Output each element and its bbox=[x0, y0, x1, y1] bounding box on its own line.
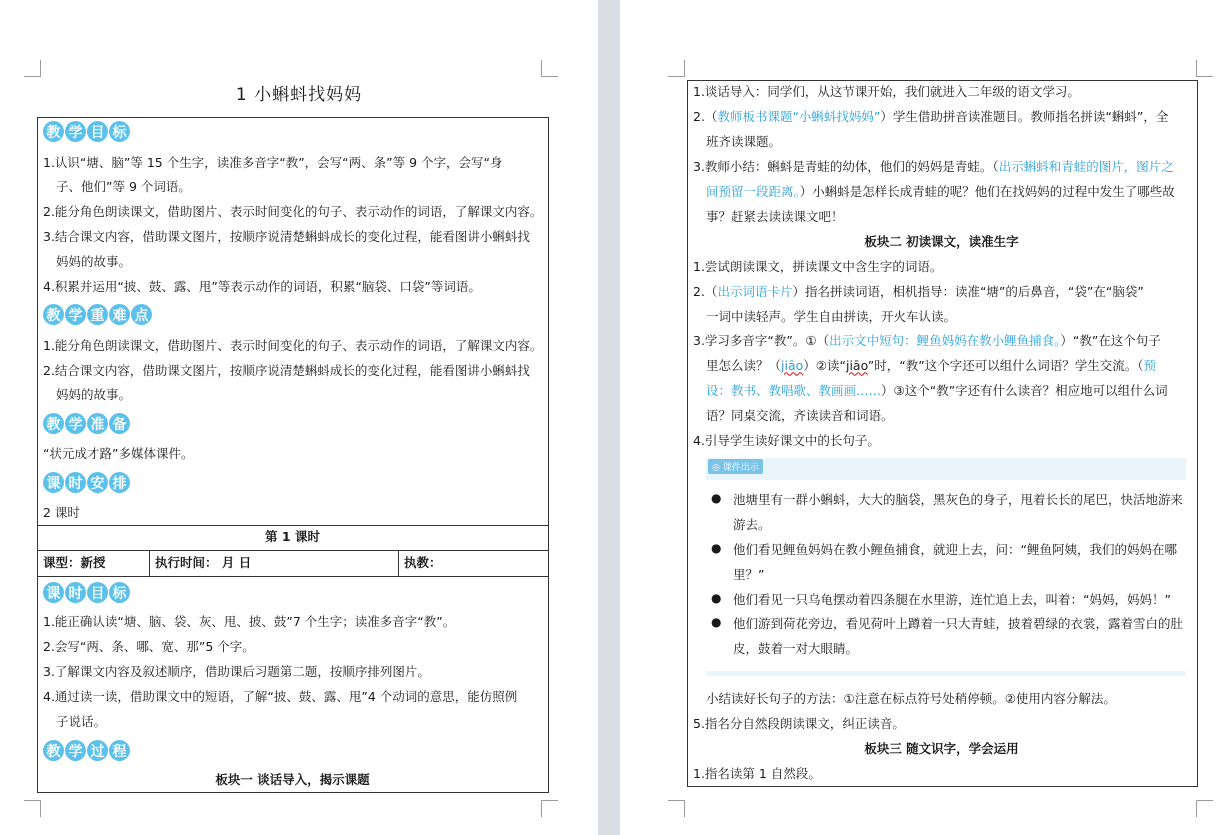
key-point-line: 2.结合课文内容，借助课文图片，按顺序说清楚蝌蚪成长的变化过程，能看图讲小蝌蚪找 bbox=[43, 363, 530, 378]
bullet-text: 里？” bbox=[733, 567, 765, 582]
goal-line: 1.认识“塘、脑”等 15 个生字，读准多音字“教”，会写“两、条”等 9 个字，会写“身 bbox=[43, 155, 503, 170]
section-badge-lesson-goals: 课 时 目 标 bbox=[43, 582, 130, 603]
process-line: 1.指名读第 1 自然段。 bbox=[693, 766, 821, 781]
process-line: 语？同桌交流，齐读读音和词语。 bbox=[706, 408, 894, 423]
process-line: 班齐读课题。 bbox=[706, 134, 782, 149]
goal-line: 妈妈的故事。 bbox=[56, 254, 132, 269]
teacher-action: 出示蝌蚪和青蛙的图片，图片之 bbox=[998, 159, 1174, 174]
section-badge-prep: 教 学 准 备 bbox=[43, 413, 130, 434]
bullet-text: 他们看见鲤鱼妈妈在教小鲤鱼捕食，就迎上去，问：“鲤鱼阿姨，我们的妈妈在哪 bbox=[733, 542, 1177, 557]
lesson-goal-line: 3.了解课文内容及叙述顺序，借助课后习题第二题，按顺序排列图片。 bbox=[43, 664, 430, 679]
bullet-text: 皮，鼓着一对大眼睛。 bbox=[733, 641, 859, 656]
goal-line: 3.结合课文内容，借助课文图片，按顺序说清楚蝌蚪成长的变化过程，能看图讲小蝌蚪找 bbox=[43, 229, 530, 244]
table-divider bbox=[37, 576, 548, 577]
document-page-left bbox=[0, 0, 598, 835]
section-badge-goals: 教 学 目 标 bbox=[43, 121, 130, 142]
bullet-text: 游去。 bbox=[733, 517, 771, 532]
pinyin: jiāo bbox=[781, 358, 804, 373]
teacher-field: 执教： bbox=[404, 555, 442, 570]
block-heading: 板块二 初读课文，读准生字 bbox=[864, 234, 1019, 249]
bullet-icon: ● bbox=[711, 541, 722, 555]
teacher-action: 出示文中短句：鲤鱼妈妈在教小鲤鱼捕食。 bbox=[829, 333, 1061, 348]
process-line: 3.学习多音字“教”。①（出示文中短句：鲤鱼妈妈在教小鲤鱼捕食。）“教”在这个句子 bbox=[693, 333, 1161, 348]
crop-mark bbox=[1196, 60, 1213, 77]
bullet-text: 他们看见一只乌龟摆动着四条腿在水里游，连忙追上去，叫着：“妈妈，妈妈！” bbox=[733, 592, 1171, 607]
process-line: 1.谈话导入：同学们，从这节课开始，我们就进入二年级的语文学习。 bbox=[693, 84, 1080, 99]
process-line: 一词中读轻声。学生自由拼读，开火车认读。 bbox=[706, 309, 957, 324]
process-line: 事？赶紧去读读课文吧！ bbox=[706, 209, 844, 224]
bullet-text: 池塘里有一群小蝌蚪，大大的脑袋，黑灰色的身子，甩着长长的尾巴，快活地游来 bbox=[733, 492, 1184, 507]
table-divider bbox=[149, 550, 150, 576]
lesson-type: 课型：新授 bbox=[43, 555, 106, 570]
page-gutter bbox=[598, 0, 620, 835]
process-line: 3.教师小结：蝌蚪是青蛙的幼体，他们的妈妈是青蛙。（出示蝌蚪和青蛙的图片，图片之 bbox=[693, 159, 1174, 174]
bullet-icon: ● bbox=[711, 615, 722, 629]
crop-mark bbox=[1196, 800, 1213, 817]
block-heading: 板块三 随文识字，学会运用 bbox=[864, 741, 1019, 756]
bullet-icon: ● bbox=[711, 491, 722, 505]
lesson-goal-line: 1.能正确认读“塘、脑、袋、灰、甩、披、鼓”7 个生字；读准多音字“教”。 bbox=[43, 614, 456, 629]
process-line: 1.尝试朗读课文，拼读课文中含生字的词语。 bbox=[693, 259, 943, 274]
key-point-line: 1.能分角色朗读课文，借助图片、表示时间变化的句子、表示动作的词语，了解课文内容。 bbox=[43, 338, 543, 353]
lesson-goal-line: 2.会写“两、条、哪、宽、那”5 个字。 bbox=[43, 639, 255, 654]
goal-line: 子、他们”等 9 个词语。 bbox=[56, 179, 191, 194]
courseware-tag: ◎ 课件出示 bbox=[708, 459, 763, 474]
courseware-header-bar bbox=[706, 458, 1186, 480]
crop-mark bbox=[668, 800, 685, 817]
schedule-text: 2 课时 bbox=[43, 505, 80, 520]
pinyin: jiāo bbox=[845, 358, 868, 373]
crop-mark bbox=[24, 800, 41, 817]
teacher-action: 间预留一段距离。 bbox=[706, 184, 800, 199]
section-badge-schedule: 课 时 安 排 bbox=[43, 472, 130, 493]
section-badge-process: 教 学 过 程 bbox=[43, 740, 130, 761]
section-badge-key-points: 教 学 重 难 点 bbox=[43, 304, 152, 325]
teacher-action: 设：教书、教唱歌、教画画…… bbox=[706, 383, 882, 398]
table-divider bbox=[37, 550, 548, 551]
process-line: 2.（出示词语卡片）指名拼读词语，相机指导：读准“塘”的后鼻音，“袋”在“脑袋” bbox=[693, 284, 1144, 299]
process-line: 间预留一段距离。）小蝌蚪是怎样长成青蛙的呢？他们在找妈妈的过程中发生了哪些故 bbox=[706, 184, 1175, 199]
document-page-right bbox=[620, 0, 1232, 835]
process-line: 4.引导学生读好课文中的长句子。 bbox=[693, 433, 880, 448]
goal-line: 4.积累并运用“披、鼓、露、甩”等表示动作的词语，积累“脑袋、口袋”等词语。 bbox=[43, 279, 481, 294]
process-line: 5.指名分自然段朗读课文，纠正读音。 bbox=[693, 716, 905, 731]
lesson-header: 第 1 课时 bbox=[265, 529, 320, 544]
table-divider bbox=[37, 525, 548, 526]
goal-line: 2.能分角色朗读课文，借助图片、表示时间变化的句子、表示动作的词语，了解课文内容。 bbox=[43, 204, 543, 219]
summary-text: 小结读好长句子的方法：①注意在标点符号处稍停顿。②使用内容分解法。 bbox=[706, 691, 1116, 706]
page-title: 1 小蝌蚪找妈妈 bbox=[235, 85, 363, 105]
teacher-action: 出示词语卡片 bbox=[717, 284, 793, 299]
lesson-goal-line: 子说话。 bbox=[56, 714, 107, 729]
crop-mark bbox=[24, 60, 41, 77]
teacher-action: 教师板书课题“小蝌蚪找妈妈” bbox=[717, 109, 881, 124]
crop-mark bbox=[541, 60, 558, 77]
key-point-line: 妈妈的故事。 bbox=[56, 387, 132, 402]
bullet-icon: ● bbox=[711, 591, 722, 605]
bullet-text: 他们游到荷花旁边，看见荷叶上蹲着一只大青蛙，披着碧绿的衣裳，露着雪白的肚 bbox=[733, 616, 1184, 631]
exec-time: 执行时间： 月 日 bbox=[155, 555, 252, 570]
process-line: 2.（教师板书课题“小蝌蚪找妈妈”）学生借助拼音读准题目。教师指名拼读“蝌蚪”，全 bbox=[693, 109, 1169, 124]
crop-mark bbox=[541, 800, 558, 817]
crop-mark bbox=[668, 60, 685, 77]
lesson-goal-line: 4.通过读一读，借助课文中的短语，了解“披、鼓、露、甩”4 个动词的意思，能仿照例 bbox=[43, 689, 518, 704]
block-heading: 板块一 谈话导入，揭示课题 bbox=[215, 772, 370, 787]
prep-text: “状元成才路”多媒体课件。 bbox=[43, 446, 194, 461]
process-line: 里怎么读？（jiāo）②读“jiāo”时，“教”这个字还可以组什么词语？学生交流。（预 bbox=[706, 358, 1156, 373]
process-line: 设：教书、教唱歌、教画画……）③这个“教”字还有什么读音？相应地可以组什么词 bbox=[706, 383, 1168, 398]
table-divider bbox=[398, 550, 399, 576]
courseware-footer-bar bbox=[706, 671, 1186, 676]
